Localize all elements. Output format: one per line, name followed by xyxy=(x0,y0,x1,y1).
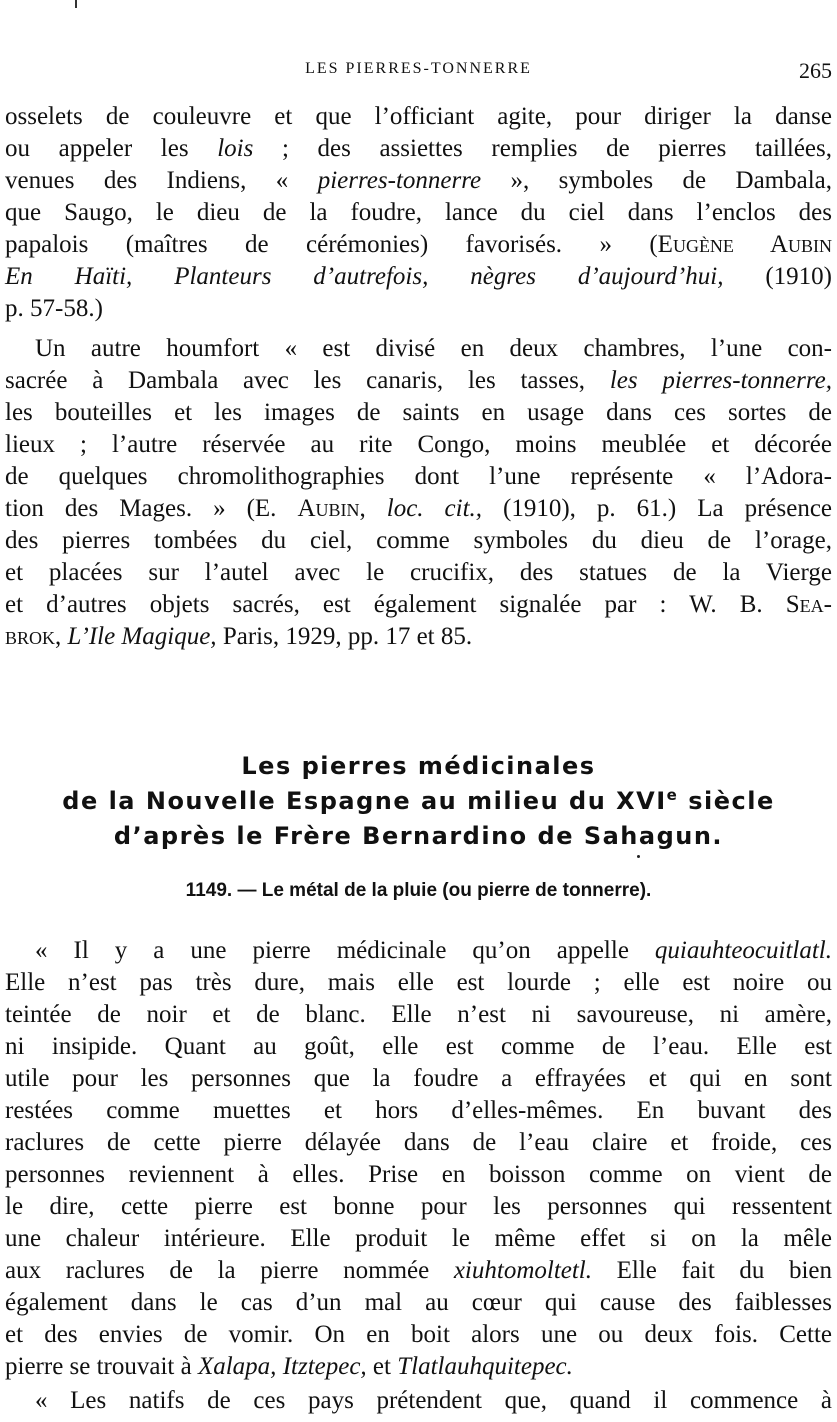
page-number: 265 xyxy=(799,58,832,83)
text-line: « Il y a une pierre médicinale qu’on appelle quiauhteocuitlatl. xyxy=(35,937,832,964)
text-line: aux raclures de la pierre nommée xiuhtomoltetl. Elle fait du bien xyxy=(5,1257,833,1284)
section-heading-line3: d’après le Frère Bernardino de Sahagun. xyxy=(113,822,724,850)
text-line: venues des Indiens, « pierres-tonnerre », symboles de Dambala, xyxy=(5,167,833,194)
text-line: également dans le cas d’un mal au cœur qui cause des faiblesses xyxy=(5,1289,832,1316)
text-line: restées comme muettes et hors d’elles-mêmes. En buvant des xyxy=(5,1097,832,1124)
text-line: personnes reviennent à elles. Prise en boisson comme on vient de xyxy=(5,1161,832,1188)
text-line: « Les natifs de ces pays prétendent que, quand il commence à xyxy=(35,1387,832,1414)
text-line: pierre se trouvait à Xalapa, Itztepec, et Tlatlauhquitepec. xyxy=(5,1353,573,1380)
print-speck xyxy=(637,855,640,858)
section-heading-line2: de la Nouvelle Espagne au milieu du XVIe siècle xyxy=(62,786,775,815)
text-line: utile pour les personnes que la foudre a effrayées et qui en sont xyxy=(5,1065,832,1092)
text-line: le dire, cette pierre est bonne pour les personnes qui ressentent xyxy=(5,1193,832,1220)
text-line: ni insipide. Quant au goût, elle est comme de l’eau. Elle est xyxy=(5,1033,832,1060)
text-line: de quelques chromolithographies dont l’une représente « l’Adora- xyxy=(5,463,832,490)
text-line: une chaleur intérieure. Elle produit le même effet si on la mêle xyxy=(5,1225,832,1252)
running-title: LES PIERRES-TONNERRE xyxy=(305,60,532,77)
page-header xyxy=(0,58,837,84)
text-line: des pierres tombées du ciel, comme symboles du dieu de l’orage, xyxy=(5,527,832,554)
text-line: lieux ; l’autre réservée au rite Congo, moins meublée et décorée xyxy=(5,431,832,458)
text-line: et placées sur l’autel avec le crucifix, des statues de la Vierge xyxy=(5,559,832,586)
text-line: que Saugo, le dieu de la foudre, lance du ciel dans l’enclos des xyxy=(5,199,832,226)
text-line: sacrée à Dambala avec les canaris, les tasses, les pierres-tonnerre, xyxy=(5,367,833,394)
text-line: p. 57-58.) xyxy=(5,295,103,322)
text-line: brok, L’Ile Magique, Paris, 1929, pp. 17 et 85. xyxy=(5,623,473,650)
margin-mark xyxy=(75,0,77,8)
text-line: Elle n’est pas très dure, mais elle est lourde ; elle est noire ou xyxy=(5,969,832,996)
text-line: teintée de noir et de blanc. Elle n’est ni savoureuse, ni amère, xyxy=(5,1001,832,1028)
section-heading-line1: Les pierres médicinales xyxy=(241,752,596,780)
text-line: ou appeler les lois ; des assiettes remplies de pierres taillées, xyxy=(5,135,832,162)
text-line: Un autre houmfort « est divisé en deux chambres, l’une con- xyxy=(35,335,832,362)
text-line: et des envies de vomir. On en boit alors une ou deux fois. Cette xyxy=(5,1321,832,1348)
text-line: En Haïti, Planteurs d’autrefois, nègres d’aujourd’hui, (1910) xyxy=(5,263,833,290)
text-line: tion des Mages. » (E. Aubin, loc. cit., (1910), p. 61.) La présence xyxy=(5,495,833,522)
text-line: osselets de couleuvre et que l’officiant agite, pour diriger la danse xyxy=(5,103,832,130)
text-line: et d’autres objets sacrés, est également signalée par : W. B. Sea- xyxy=(5,591,832,618)
text-line: raclures de cette pierre délayée dans de l’eau claire et froide, ces xyxy=(5,1129,832,1156)
text-line: papalois (maîtres de cérémonies) favorisés. » (Eugène Aubin xyxy=(5,231,832,258)
text-line: les bouteilles et les images de saints en usage dans ces sortes de xyxy=(5,399,832,426)
entry-subheading: 1149. — Le métal de la pluie (ou pierre de tonnerre). xyxy=(185,880,652,901)
